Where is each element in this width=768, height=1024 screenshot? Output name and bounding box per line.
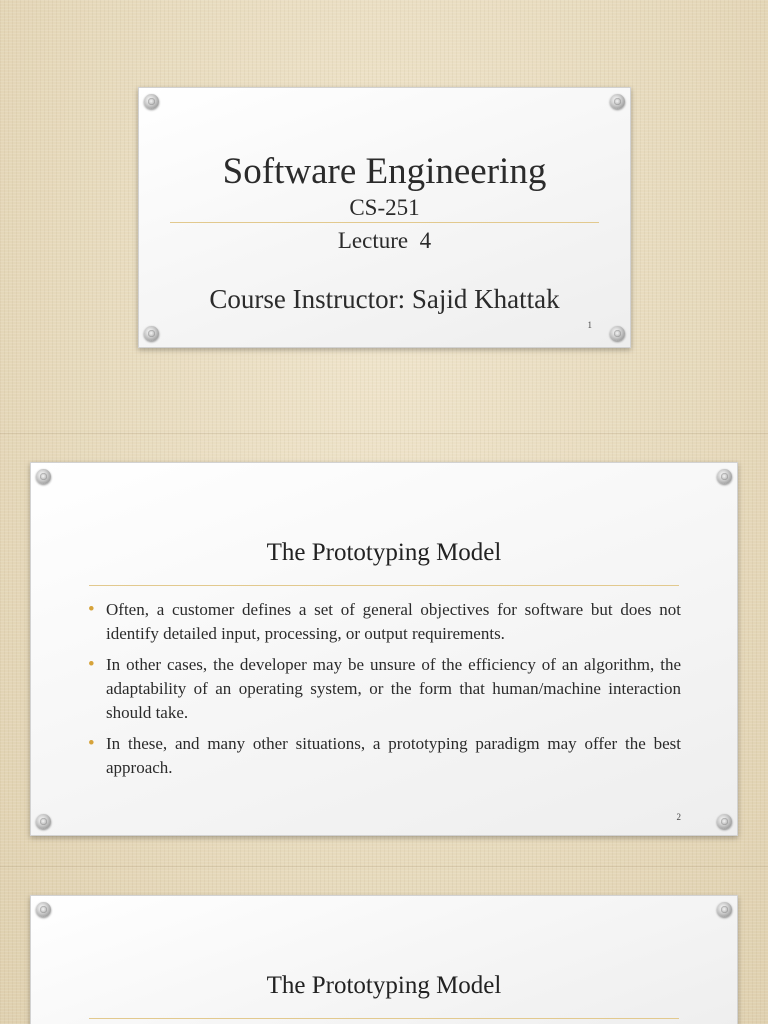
rivet-icon (36, 902, 51, 917)
slide-title: The Prototyping Model (266, 539, 502, 566)
slide-separator (0, 433, 768, 434)
rivet-icon (610, 326, 625, 341)
slide-3[interactable] (30, 895, 738, 1024)
title-divider (170, 222, 599, 223)
rivet-icon (36, 814, 51, 829)
title-divider (89, 585, 679, 586)
rivet-icon (144, 326, 159, 341)
rivet-icon (717, 902, 732, 917)
rivet-icon (610, 94, 625, 109)
rivet-icon (36, 469, 51, 484)
rivet-icon (717, 469, 732, 484)
course-code: CS-251 (349, 195, 420, 220)
course-instructor: Course Instructor: Sajid Khattak (209, 284, 560, 314)
bullet-item: • In other cases, the developer may be unsure of the efficiency of an algorithm, the adaptability of an operating system, or the form that human/machine interaction should take. (88, 653, 681, 725)
slide-separator (0, 866, 768, 867)
bullet-list (88, 598, 681, 787)
slide-title: Software Engineering (222, 151, 547, 192)
bullet-item: • In these, and many other situations, a prototyping paradigm may offer the best approach. (88, 732, 681, 780)
slide-title: The Prototyping Model (266, 972, 502, 999)
slide-1[interactable] (138, 87, 631, 348)
rivet-icon (717, 814, 732, 829)
slide-page-number: 2 (676, 812, 681, 822)
slide-page-number: 1 (587, 320, 592, 330)
slide-2[interactable] (30, 462, 738, 836)
title-divider (89, 1018, 679, 1019)
lecture-number: Lecture 4 (337, 228, 432, 253)
rivet-icon (144, 94, 159, 109)
bullet-item: • Often, a customer defines a set of general objectives for software but does not identify detailed input, processing, or output requirements. (88, 598, 681, 646)
